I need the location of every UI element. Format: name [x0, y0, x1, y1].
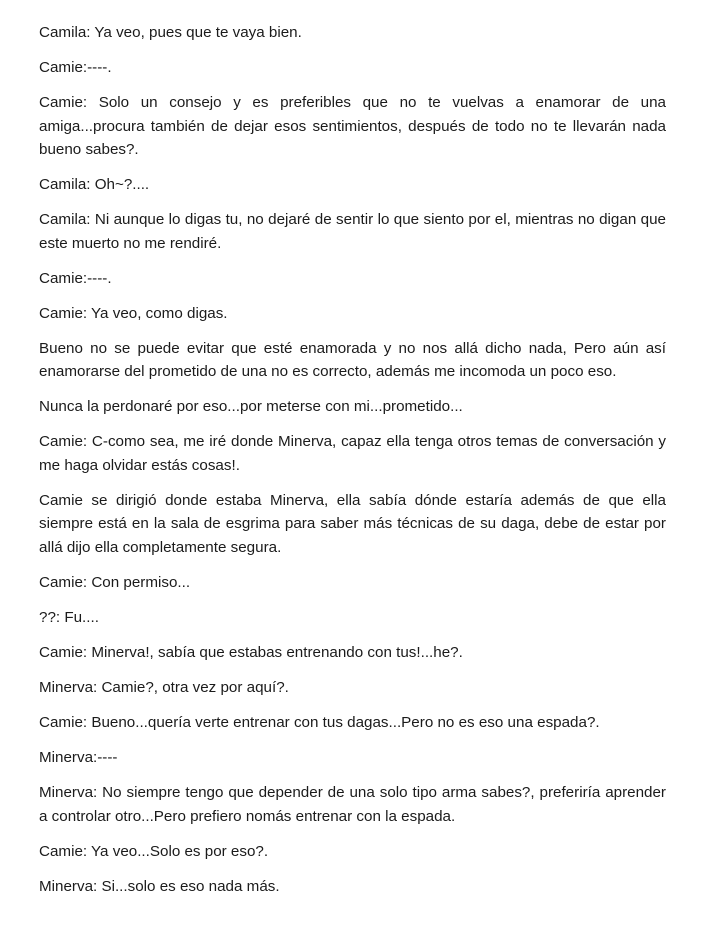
paragraph-12: Camie: Con permiso...: [39, 573, 191, 591]
paragraph-7: Camie: Ya veo, como digas.: [39, 304, 228, 322]
paragraph-19: Camie: Ya veo...Solo es por eso?.: [39, 842, 269, 860]
paragraph-13: ??: Fu....: [39, 608, 99, 626]
paragraph-10: Camie: C-como sea, me iré donde Minerva, capaz ella tenga otros temas de conversación y me haga olvidar estás cosas!.: [39, 433, 666, 474]
paragraph-17: Minerva:----: [39, 749, 118, 767]
paragraph-16: Camie: Bueno...quería verte entrenar con tus dagas...Pero no es eso una espada?.: [39, 714, 600, 732]
paragraph-15: Minerva: Camie?, otra vez por aquí?.: [39, 679, 289, 697]
paragraph-4: Camila: Oh~?....: [39, 176, 150, 194]
paragraph-8: Bueno no se puede evitar que esté enamorada y no nos allá dicho nada, Pero aún así enamorarse del prometido de una no es correcto, además me incomoda un poco eso.: [39, 339, 666, 381]
paragraph-9: Nunca la perdonaré por eso...por meterse con mi...prometido...: [39, 398, 463, 416]
paragraph-1: Camila: Ya veo, pues que te vaya bien.: [39, 24, 302, 41]
paragraph-11: Camie se dirigió donde estaba Minerva, ella sabía dónde estaría además de que ella siempre está en la sala de esgrima para saber más técnicas de su daga, debe de estar por allá dijo ella completamente segura.: [39, 491, 666, 556]
paragraph-2: Camie:----.: [39, 59, 112, 77]
paragraph-6: Camie:----.: [39, 269, 112, 287]
paragraph-14: Camie: Minerva!, sabía que estabas entrenando con tus!...he?.: [39, 644, 463, 662]
paragraph-3: Camie: Solo un consejo y es preferibles que no te vuelvas a enamorar de una amiga...procura también de dejar esos sentimientos, después de todo no te llevarán nada bueno sabes?.: [39, 94, 666, 158]
paragraph-18: Minerva: No siempre tengo que depender de una solo tipo arma sabes?, preferiría aprender a controlar otro...Pero prefiero nomás entrenar con la espada.: [39, 784, 666, 825]
paragraph-5: Camila: Ni aunque lo digas tu, no dejaré de sentir lo que siento por el, mientras no digan que este muerto no me rendiré.: [39, 211, 666, 252]
paragraph-20: Minerva: Si...solo es eso nada más.: [39, 878, 280, 896]
